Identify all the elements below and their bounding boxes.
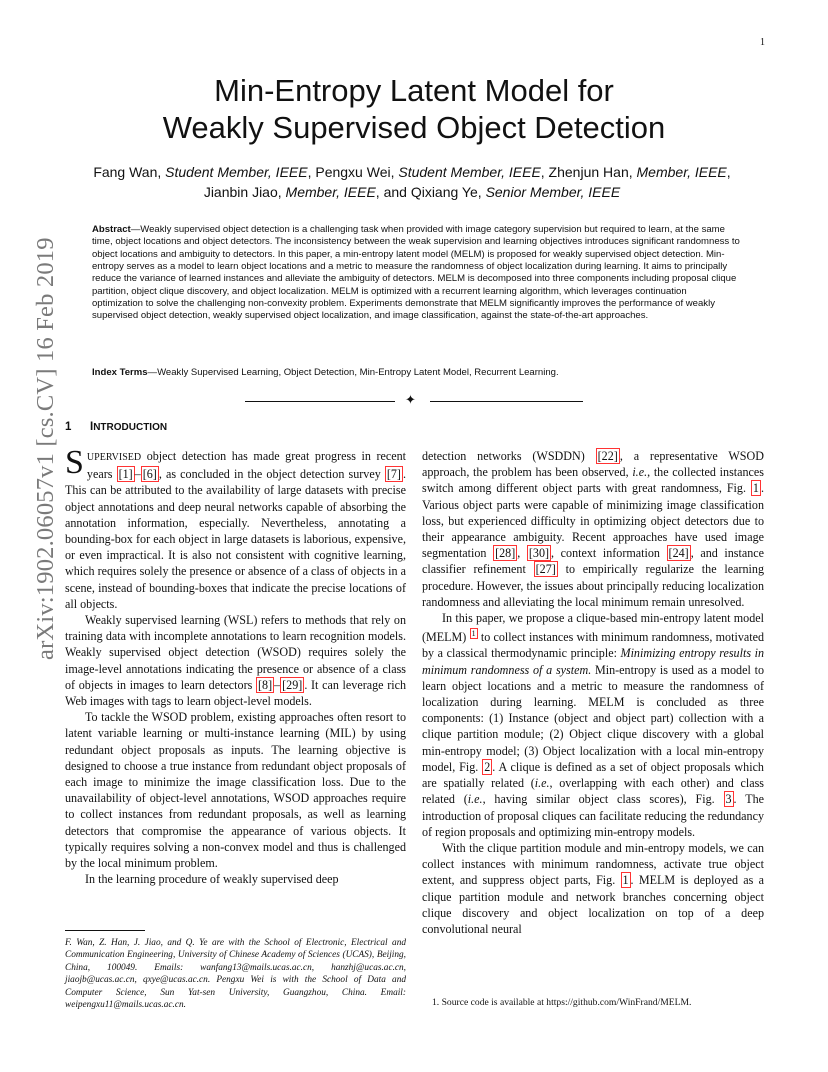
right-column <box>422 448 764 937</box>
abstract-text: —Weakly supervised object detection is a challenging task when provided with image category supervision but required to learn, at the same time, object locations and object detectors. The inconsistency between the weak supervision and learning objectives introduces significant randomness to object locations and ambiguity to detectors. In this paper, a min-entropy latent model (MELM) is proposed for weakly supervised object detection. Min-entropy serves as a model to learn object locations and a metric to measure the randomness of object localization during learning. It aims to principally reduce the variance of learned instances and alleviate the ambiguity of detectors. MELM is decomposed into three components including proposal clique partition, object clique discovery, and object localization. MELM is optimized with a recurrent learning algorithm, which leverages continuation optimization to solve the challenging non-convexity problem. Experiments demonstrate that MELM significantly improves the performance of weakly supervised object detection, weakly supervised object localization, and image classification, against the state-of-the-art approaches. <box>92 224 740 322</box>
citation-link[interactable]: [6] <box>142 467 157 482</box>
text-run: In this paper, we propose a clique-based min-entropy latent model (MELM) <box>422 611 764 645</box>
author-role: Senior Member, IEEE <box>485 183 621 200</box>
dropcap: S <box>65 444 84 481</box>
author-role: Member, IEEE <box>636 164 727 180</box>
text-run: Min-entropy is used as a model to learn object locations and a metric to measure the randomness of localization during learning. MELM is concluded as three components: (1) Instance (object and object part) collection with a clique partition module; (2) Object clique discovery with a global min-entropy model; (3) Object localization with a local min-entropy model, Fig. <box>422 662 764 774</box>
text-run: i.e. <box>467 792 483 807</box>
paragraph <box>422 840 764 937</box>
text-run: Minimizing entropy results in minimum randomness of a system. <box>422 646 764 677</box>
citation-link[interactable]: [8] <box>258 677 273 692</box>
divider-line-left <box>245 401 395 402</box>
text-run: . The introduction of proposal cliques can facilitate reducing the redundancy of region proposals and optimizing min-entropy models. <box>422 792 764 839</box>
citation-link[interactable]: [27] <box>535 562 556 577</box>
text-run: detection networks (WSDDN) <box>422 449 596 463</box>
text-run: . Various object parts were capable of minimizing image classification loss, but experienced difficulty in optimizing object detectors due to their appearance ambiguity. Recent approaches have used image segmentation <box>422 481 764 561</box>
figure-link[interactable]: 3 <box>725 792 732 807</box>
text-run: , and instance classifier refinement <box>422 546 765 577</box>
section-title-first: I <box>90 421 94 433</box>
citation-link[interactable]: [22] <box>597 449 618 463</box>
text-run: – <box>274 677 281 692</box>
text-run: , a representative WSOD approach, the problem has been observed, <box>422 449 764 480</box>
footnote-rule <box>65 930 145 931</box>
paragraph: In the learning procedure of weakly supervised deep <box>85 872 339 887</box>
citation-link[interactable]: [1] <box>118 467 133 482</box>
index-terms-text: —Weakly Supervised Learning, Object Detection, Min-Entropy Latent Model, Recurrent Learning. <box>147 367 559 378</box>
citation-link[interactable]: [29] <box>282 677 303 692</box>
author-role: Member, IEEE <box>285 183 376 200</box>
paper-title <box>0 72 828 146</box>
author-name: , Zhenjun Han, <box>540 164 637 180</box>
paragraph <box>65 612 406 709</box>
section-heading <box>65 421 167 433</box>
affiliation-footnote: F. Wan, Z. Han, J. Jiao, and Q. Ye are with the School of Electronic, Electrical and Communication Engineering, University of Chinese Academy of Sciences (UCAS), Beijing, China, 100049. Emails: wanfang13@mails.ucas.ac.cn, hanzhj@ucas.ac.cn, jiaojb@ucas.ac.cn, qxye@ucas.ac.cn. Pengxu Wei is with the School of Data and Computer Science, Sun Yat-sen University, Guangzhou, China. Email: weipengxu11@mails.ucas.ac.cn. <box>65 938 406 1011</box>
author-name: , Pengxu Wei, <box>307 164 399 180</box>
divider-line-right <box>430 401 583 402</box>
small-caps-word: UPERVISED <box>86 452 142 463</box>
citation-link[interactable]: [7] <box>386 467 401 482</box>
author-role: Student Member, IEEE <box>165 164 308 180</box>
text-run: , overlapping with each other) and class related ( <box>422 776 764 807</box>
author-name: Jianbin Jiao, <box>203 183 286 200</box>
text-run: , as concluded in the object detection survey <box>158 467 385 482</box>
figure-link[interactable]: 1 <box>622 873 629 888</box>
page-number: 1 <box>760 37 765 48</box>
text-run: . MELM is deployed as a clique partition module and network branches concerning object clique discovery and object localization on top of a deep convolutional neural <box>422 873 764 936</box>
paragraph: To tackle the WSOD problem, existing approaches often resort to latent variable learning or multi-instance learning (MIL) by using redundant object proposals as inputs. The learning objective is designed to choose a true instance from redundant object proposals of each image to minimize the image classification loss. Due to the unavailability of object-level annotations, WSOD approaches require to collect instances from redundant proposals, as well as learning detectors that compromise the appearance of various objects. It typically requires solving a non-convex model and thus is challenged by the local minimum problem. <box>65 710 406 871</box>
abstract-label: Abstract <box>92 224 131 235</box>
text-run: With the clique partition module and min-entropy models, we can collect instances with minimum randomness, activate true object extent, and suppress object parts, Fig. <box>422 840 764 888</box>
author-separator: , <box>726 164 731 180</box>
citation-link[interactable]: [28] <box>495 546 516 561</box>
abstract <box>92 224 740 323</box>
text-run: – <box>134 467 141 482</box>
section-title-rest: NTRODUCTION <box>93 422 168 433</box>
paragraph <box>422 610 764 840</box>
citation-link[interactable]: [24] <box>668 546 689 561</box>
paragraph <box>65 444 406 612</box>
author-list <box>62 163 762 202</box>
source-code-footnote: 1. Source code is available at https://github.com/WinFrand/MELM. <box>432 997 692 1008</box>
text-run: , having similar object class scores), Fig. <box>482 792 724 807</box>
title-line-2: Weakly Supervised Object Detection <box>162 110 666 145</box>
citation-link[interactable]: [30] <box>528 546 550 561</box>
paragraph <box>422 448 764 610</box>
divider-diamond-icon: ✦ <box>405 393 416 408</box>
arxiv-stamp: arXiv:1902.06057v1 [cs.CV] 16 Feb 2019 <box>32 237 59 660</box>
figure-link[interactable]: 1 <box>752 481 759 496</box>
author-role: Student Member, IEEE <box>398 164 541 180</box>
figure-link[interactable]: 2 <box>484 759 491 774</box>
text-run: . A clique is defined as a set of object proposals which are spatially related ( <box>422 759 764 791</box>
text-run: , context information <box>551 546 667 561</box>
text-run: i.e. <box>632 465 648 480</box>
text-run: , <box>517 546 527 561</box>
index-terms <box>92 367 740 378</box>
text-run: . It can leverage rich Web images with tags to learn object-level models. <box>65 677 406 709</box>
left-column <box>65 444 406 887</box>
section-divider <box>0 393 828 408</box>
text-run: i.e. <box>534 776 550 791</box>
footnote-link[interactable]: 1 <box>471 629 476 639</box>
text-run: to collect instances with minimum randomness, motivated by a classical thermodynamic principle: <box>422 630 765 661</box>
text-run: Weakly supervised learning (WSL) refers to methods that rely on training data with incomplete annotations to learn recognition models. Weakly supervised object detection (WSOD) requires solely the image-level annotations indicating the presence or absence of a class of objects in images to learn detectors <box>65 613 406 692</box>
index-terms-label: Index Terms <box>92 367 148 378</box>
text-run: object detection has made great progress in recent years <box>86 449 406 482</box>
text-run: . This can be attributed to the availability of large datasets with precise object annotations and deep neural networks capable of absorbing the annotation information, especially. Nevertheless, annotating a bounding-box for each object in large datasets is laborious, expensive, or even impractical. It is also not consistent with cognitive learning, which requires solely the presence or absence of a class of objects in a scene, instead of bounding-boxes that indicate the precise locations of all objects. <box>65 467 406 611</box>
author-name: Fang Wan, <box>93 164 166 180</box>
text-run: , the collected instances switch among different object parts with great randomness, Fig. <box>422 465 764 496</box>
section-number: 1 <box>65 421 72 433</box>
text-run: to empirically regularize the learning procedure. However, the issues about principally reducing localization randomness and alleviating the local minimum remain unresolved. <box>422 562 765 609</box>
author-name: , and Qixiang Ye, <box>375 183 486 200</box>
title-line-1: Min-Entropy Latent Model for <box>214 73 614 108</box>
